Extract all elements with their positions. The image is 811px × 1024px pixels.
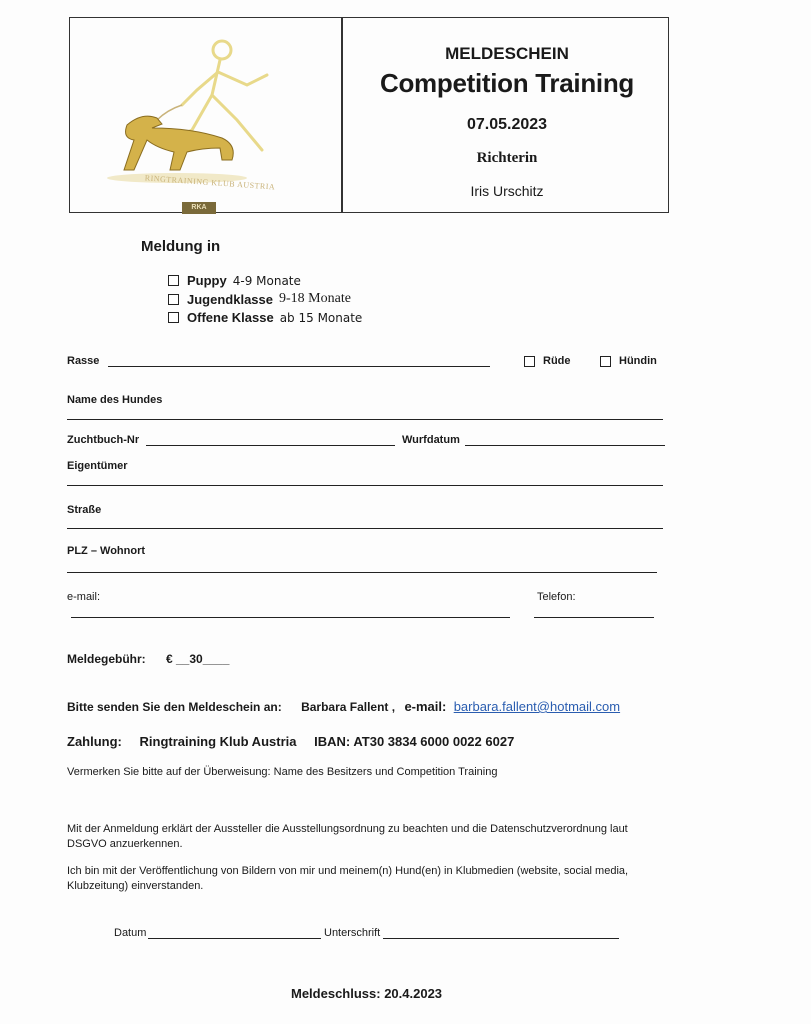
header-divider bbox=[341, 17, 343, 213]
class-range: 4-9 Monate bbox=[232, 273, 301, 288]
datum-label: Datum bbox=[114, 927, 147, 939]
consent-rules: Mit der Anmeldung erklärt der Aussteller die Ausstellungsordnung zu beachten und die Datenschutzverordnung laut DSGVO anzuerkennen. bbox=[67, 823, 628, 850]
zuchtbuch-input-line[interactable] bbox=[146, 445, 395, 446]
class-name: Offene Klasse bbox=[187, 310, 274, 325]
ruede-label: Rüde bbox=[543, 355, 571, 367]
telefon-label: Telefon: bbox=[537, 591, 576, 603]
deadline: Meldeschluss: 20.4.2023 bbox=[291, 986, 443, 1001]
logo-badge: RKA bbox=[182, 202, 216, 214]
strasse-label: Straße bbox=[67, 504, 102, 516]
class-name: Jugendklasse bbox=[187, 291, 273, 307]
jugend-checkbox[interactable] bbox=[168, 294, 179, 305]
form-subtitle: Competition Training bbox=[380, 68, 634, 98]
wurfdatum-label: Wurfdatum bbox=[402, 434, 460, 446]
class-name: Puppy bbox=[187, 273, 227, 288]
send-name: Barbara Fallent , bbox=[301, 700, 396, 714]
rasse-label: Rasse bbox=[67, 355, 100, 367]
meldung-heading: Meldung in bbox=[141, 238, 221, 255]
consent-photos: Ich bin mit der Veröffentlichung von Bildern von mir und meinem(n) Hund(en) in Klubmedien (website, social media, Klubzeitung) einverstanden. bbox=[67, 865, 629, 892]
unterschrift-label: Unterschrift bbox=[324, 927, 381, 939]
huendin-label: Hündin bbox=[619, 355, 657, 367]
fee-label: Meldegebühr: bbox=[67, 652, 146, 666]
class-range: 9-18 Monate bbox=[279, 291, 351, 306]
email-label: e-mail: bbox=[67, 591, 101, 603]
wurfdatum-input-line[interactable] bbox=[465, 445, 665, 446]
club-logo bbox=[72, 20, 338, 210]
payment-iban: IBAN: AT30 3834 6000 0022 6027 bbox=[314, 734, 515, 749]
telefon-input-line[interactable] bbox=[534, 617, 654, 618]
send-mail-label: e-mail: bbox=[404, 699, 447, 714]
payment-label: Zahlung: bbox=[67, 734, 122, 749]
eigentuemer-label: Eigentümer bbox=[67, 460, 128, 472]
judge-name: Iris Urschitz bbox=[470, 183, 544, 199]
logo-text: RINGTRAINING KLUB AUSTRIA bbox=[144, 173, 276, 192]
eigentuemer-input-line[interactable] bbox=[67, 485, 663, 486]
strasse-input-line[interactable] bbox=[67, 528, 663, 529]
name-des-hundes-label: Name des Hundes bbox=[67, 394, 163, 406]
huendin-checkbox[interactable] bbox=[600, 356, 611, 367]
class-range: ab 15 Monate bbox=[279, 310, 363, 325]
transfer-note: Vermerken Sie bitte auf der Überweisung: Name des Besitzers und Competition Training bbox=[67, 766, 498, 778]
send-label: Bitte senden Sie den Meldeschein an: bbox=[67, 700, 282, 714]
payment-line bbox=[67, 734, 528, 749]
class-option-jugend[interactable] bbox=[168, 291, 351, 307]
judge-label: Richterin bbox=[476, 150, 538, 166]
payment-club: Ringtraining Klub Austria bbox=[139, 734, 297, 749]
send-email-link[interactable]: barbara.fallent@hotmail.com bbox=[453, 699, 621, 714]
ruede-checkbox[interactable] bbox=[524, 356, 535, 367]
plz-label: PLZ – Wohnort bbox=[67, 545, 146, 557]
send-line bbox=[67, 699, 620, 714]
datum-input-line[interactable] bbox=[148, 938, 321, 939]
class-option-puppy[interactable] bbox=[168, 273, 301, 288]
ruede-option[interactable] bbox=[524, 355, 571, 367]
event-date: 07.05.2023 bbox=[466, 116, 548, 133]
huendin-option[interactable] bbox=[600, 355, 657, 367]
plz-input-line[interactable] bbox=[67, 572, 657, 573]
name-des-hundes-input-line[interactable] bbox=[67, 419, 663, 420]
class-option-offene[interactable] bbox=[168, 310, 362, 325]
form-title: MELDESCHEIN bbox=[445, 44, 569, 63]
rasse-input-line[interactable] bbox=[108, 366, 490, 367]
unterschrift-input-line[interactable] bbox=[383, 938, 619, 939]
offene-checkbox[interactable] bbox=[168, 312, 179, 323]
fee-value: € __30____ bbox=[166, 652, 230, 666]
zuchtbuch-label: Zuchtbuch-Nr bbox=[67, 434, 140, 446]
email-input-line[interactable] bbox=[71, 617, 510, 618]
puppy-checkbox[interactable] bbox=[168, 275, 179, 286]
